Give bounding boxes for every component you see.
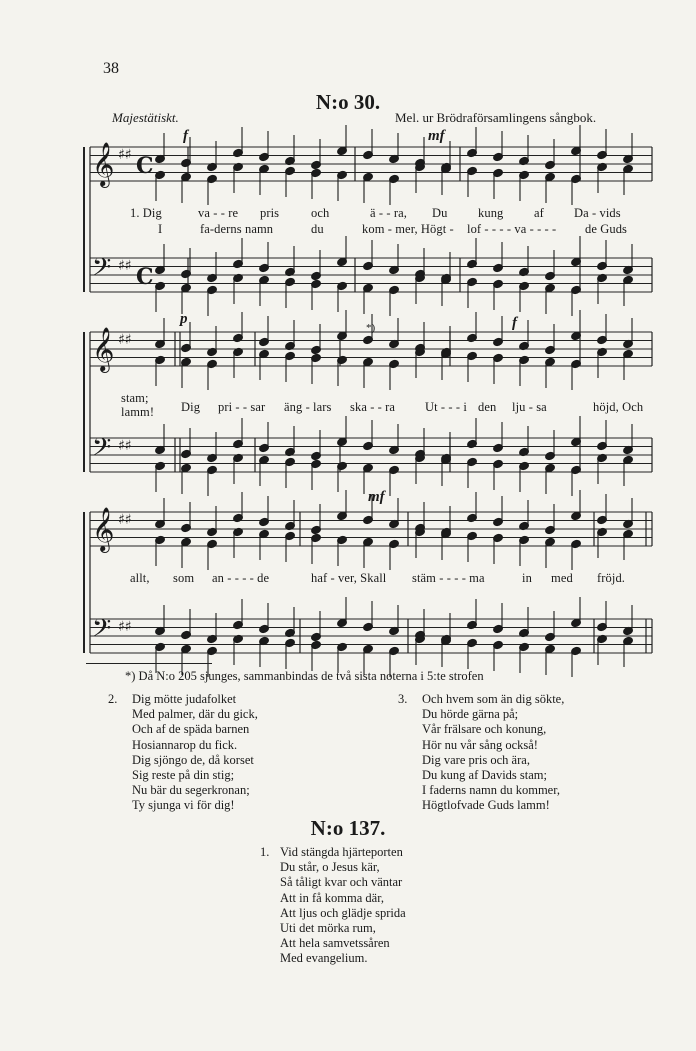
verse-line: Vid stängda hjärteporten — [280, 845, 403, 859]
bass-clef: 𝄢 — [92, 614, 112, 649]
bass-clef: 𝄢 — [92, 253, 112, 288]
verse-number: 1. — [260, 845, 270, 859]
verse-line: Och hvem som än dig sökte, — [422, 692, 565, 706]
verse-line: Med palmer, där du gick, — [132, 707, 258, 722]
treble-clef: 𝄞 — [92, 142, 115, 186]
verse-line: Dig sjöngo de, då korset — [132, 752, 254, 767]
treble-clef: 𝄞 — [92, 507, 115, 551]
verse-line: Du står, o Jesus kär, — [280, 860, 380, 875]
dynamic-forte: f — [183, 128, 188, 144]
hymn2-verse-1 — [260, 845, 406, 967]
verse-line: Dig vare pris och ära, — [422, 752, 530, 767]
page-number: 38 — [103, 60, 119, 77]
verse-line: Nu bär du segerkronan; — [132, 783, 250, 798]
dynamic-forte-2: f — [512, 315, 517, 331]
tempo-marking: Majestätiskt. — [112, 110, 179, 125]
time-signature: C — [136, 153, 154, 179]
verse-line: Du kung af Davids stam; — [422, 768, 547, 783]
dynamic-mezzoforte-2: mf — [368, 489, 385, 505]
key-signature: ♯♯ — [118, 147, 132, 163]
verse-line: Uti det mörka rum, — [280, 921, 376, 936]
verse-line: I faderns namn du kommer, — [422, 783, 561, 798]
verse-line: Vår frälsare och konung, — [422, 722, 547, 737]
hymn-title-2: N:o 137. — [310, 816, 386, 840]
dynamic-piano: p — [180, 311, 188, 327]
dynamic-mezzoforte: mf — [428, 128, 445, 144]
key-signature: ♯♯ — [118, 619, 132, 635]
verse-line: Att in få komma där, — [280, 890, 384, 905]
verse-number: 3. — [398, 692, 408, 706]
footnote-rule — [86, 663, 212, 664]
treble-clef: 𝄞 — [92, 327, 115, 371]
verse-number: 2. — [108, 692, 118, 706]
footnote-marker: *) — [366, 322, 376, 334]
melody-source: Mel. ur Brödraförsamlingens sångbok. — [395, 110, 597, 125]
bass-clef: 𝄢 — [92, 433, 112, 468]
key-signature: ♯♯ — [118, 258, 132, 274]
verse-line: Hosiannarop du fick. — [132, 737, 238, 752]
verse-line: Sig reste på din stig; — [132, 768, 235, 783]
verse-line: Att hela samvetssåren — [280, 936, 390, 951]
verse-line: Du hörde gärna på; — [422, 707, 519, 722]
key-signature: ♯♯ — [118, 512, 132, 528]
verse-line: Ty sjunga vi för dig! — [132, 798, 235, 813]
footnote: *) Då N:o 205 sjunges, sammanbindas de två sista noterna i 5:te strofen — [125, 669, 484, 683]
verse-line: Med evangelium. — [280, 951, 368, 966]
key-signature: ♯♯ — [118, 332, 132, 348]
verse-2 — [108, 692, 258, 814]
verse-line: Högtlofvade Guds lamm! — [422, 798, 550, 813]
verse-line: Så tåligt kvar och väntar — [280, 875, 403, 890]
verse-3 — [398, 692, 564, 814]
hymn-title: N:o 30. — [315, 90, 381, 114]
time-signature: C — [136, 264, 154, 290]
verse-line: Dig mötte judafolket — [132, 692, 237, 706]
key-signature: ♯♯ — [118, 438, 132, 454]
verse-line: Och af de späda barnen — [132, 722, 250, 737]
verse-line: Att ljus och glädje sprida — [280, 905, 406, 920]
verse-line: Hör nu vår sång också! — [422, 737, 538, 752]
